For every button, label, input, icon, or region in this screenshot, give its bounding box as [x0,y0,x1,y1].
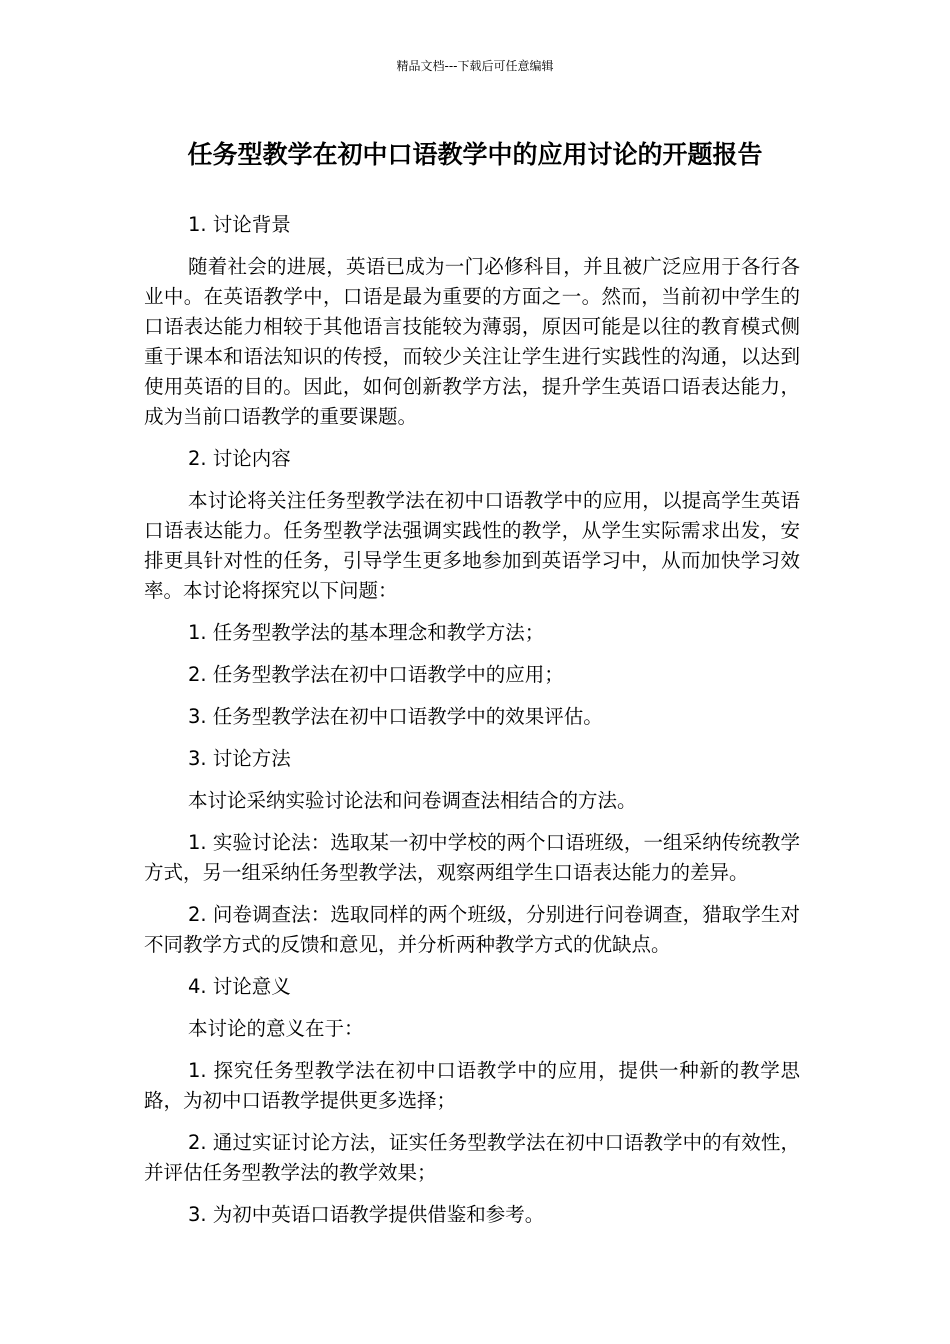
list-item-significance-2: 2. 通过实证讨论方法，证实任务型教学法在初中口语教学中的有效性，并评估任务型教学法的教学效果； [144,1131,800,1184]
list-item-content-1: 1. 任务型教学法的基本理念和教学方法； [188,621,545,644]
paragraph-background: 随着社会的进展，英语已成为一门必修科目，并且被广泛应用于各行各业中。在英语教学中，口语是最为重要的方面之一。然而，当前初中学生的口语表达能力相较于其他语言技能较为薄弱，原因可能是以往的教育模式侧重于课本和语法知识的传授，而较少关注让学生进行实践性的沟通，以达到使用英语的目的。因此，如何创新教学方法，提升学生英语口语表达能力，成为当前口语教学的重要课题。 [144,255,800,428]
list-item-method-2: 2. 问卷调查法：选取同样的两个班级，分别进行问卷调查，猎取学生对不同教学方式的反馈和意见，并分析两种教学方式的优缺点。 [144,903,800,956]
list-item-content-2: 2. 任务型教学法在初中口语教学中的应用； [188,663,564,686]
section-heading-content: 2. 讨论内容 [188,447,291,470]
list-item-content-3: 3. 任务型教学法在初中口语教学中的效果评估。 [188,705,603,728]
list-item-significance-1: 1. 探究任务型教学法在初中口语教学中的应用，提供一种新的教学思路，为初中口语教学提供更多选择； [144,1059,800,1112]
paragraph-method: 本讨论采纳实验讨论法和问卷调查法相结合的方法。 [188,789,637,812]
document-body [144,210,800,1242]
paragraph-significance: 本讨论的意义在于： [188,1017,364,1040]
page-header: 精品文档---下载后可任意编辑 [396,59,554,73]
list-item-method-1: 1. 实验讨论法：选取某一初中学校的两个口语班级，一组采纳传统教学方式，另一组采纳任务型教学法，观察两组学生口语表达能力的差异。 [144,831,800,884]
section-heading-method: 3. 讨论方法 [188,747,291,770]
section-heading-significance: 4. 讨论意义 [188,975,291,998]
section-heading-background: 1. 讨论背景 [188,213,291,236]
document-title: 任务型教学在初中口语教学中的应用讨论的开题报告 [187,140,763,169]
paragraph-content: 本讨论将关注任务型教学法在初中口语教学中的应用，以提高学生英语口语表达能力。任务型教学法强调实践性的教学，从学生实际需求出发，安排更具针对性的任务，引导学生更多地参加到英语学习中，从而加快学习效率。本讨论将探究以下问题： [144,489,800,602]
list-item-significance-3: 3. 为初中英语口语教学提供借鉴和参考。 [188,1203,545,1226]
